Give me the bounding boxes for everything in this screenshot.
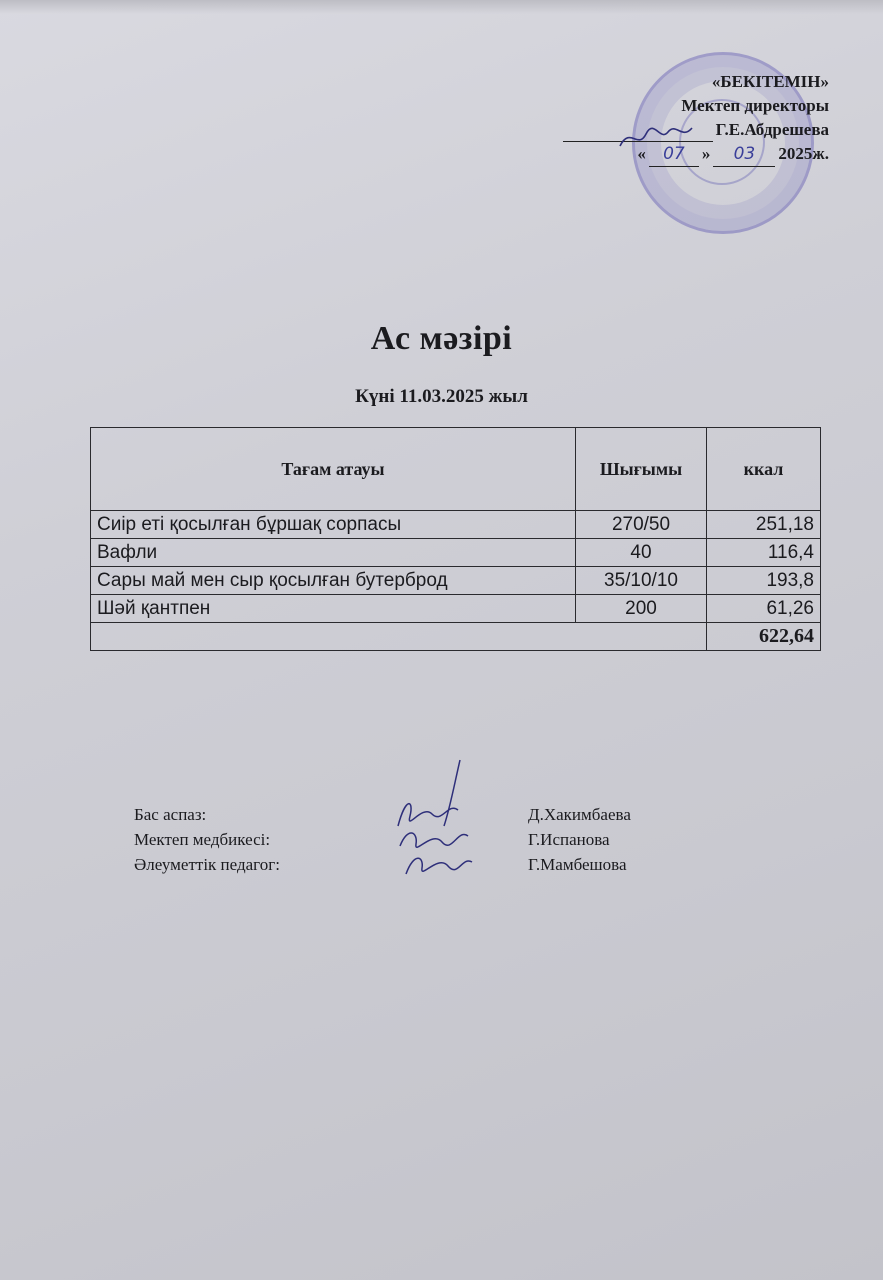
dish-portion: 40: [576, 539, 707, 567]
staff-role: Мектеп медбикесі:: [134, 830, 271, 849]
header-kcal: ккал: [707, 428, 821, 511]
dish-kcal: 251,18: [707, 511, 821, 539]
director-signature: [616, 120, 696, 156]
staff-name: Г.Испанова: [528, 830, 610, 849]
director-name: Г.Е.Абдрешева: [715, 120, 829, 139]
staff-name: Д.Хакимбаева: [528, 805, 631, 824]
staff-signoff: [134, 802, 694, 877]
table-total-row: [91, 623, 821, 651]
approval-month: 03: [713, 142, 775, 167]
page-title: Ас мәзірі: [370, 320, 513, 357]
table-header-row: [91, 428, 821, 511]
staff-role: Бас аспаз:: [134, 805, 207, 824]
staff-role: Әлеуметтік педагог:: [134, 855, 280, 874]
approval-year: 2025ж.: [778, 144, 829, 163]
dish-portion: 200: [576, 595, 707, 623]
dish-kcal: 61,26: [707, 595, 821, 623]
dish-portion: 35/10/10: [576, 567, 707, 595]
menu-date: Күні 11.03.2025 жыл: [355, 386, 528, 407]
staff-row: [134, 827, 694, 852]
date-open-quote: «: [637, 144, 646, 163]
table-row: [91, 595, 821, 623]
dish-kcal: 116,4: [707, 539, 821, 567]
staff-row: [134, 852, 694, 877]
total-empty-cell: [91, 623, 707, 651]
date-close-quote: »: [701, 144, 711, 163]
approval-heading: «БЕКІТЕМІН»: [711, 72, 829, 91]
table-row: [91, 539, 821, 567]
dish-name: Сиір еті қосылған бұршақ сорпасы: [91, 511, 576, 539]
staff-name: Г.Мамбешова: [528, 855, 627, 874]
dish-kcal: 193,8: [707, 567, 821, 595]
dish-portion: 270/50: [576, 511, 707, 539]
total-kcal: 622,64: [707, 623, 821, 651]
table-row: [91, 567, 821, 595]
dish-name: Шәй қантпен: [91, 595, 576, 623]
dish-name: Сары май мен сыр қосылған бутерброд: [91, 567, 576, 595]
menu-table: [90, 427, 821, 651]
header-portion: Шығымы: [576, 428, 707, 511]
table-row: [91, 511, 821, 539]
staff-row: [134, 802, 694, 827]
approval-position: Мектеп директоры: [681, 96, 829, 115]
approval-day: 07: [649, 142, 699, 167]
header-dish-name: Тағам атауы: [91, 428, 576, 511]
dish-name: Вафли: [91, 539, 576, 567]
paper-edge-shadow: [0, 0, 883, 14]
